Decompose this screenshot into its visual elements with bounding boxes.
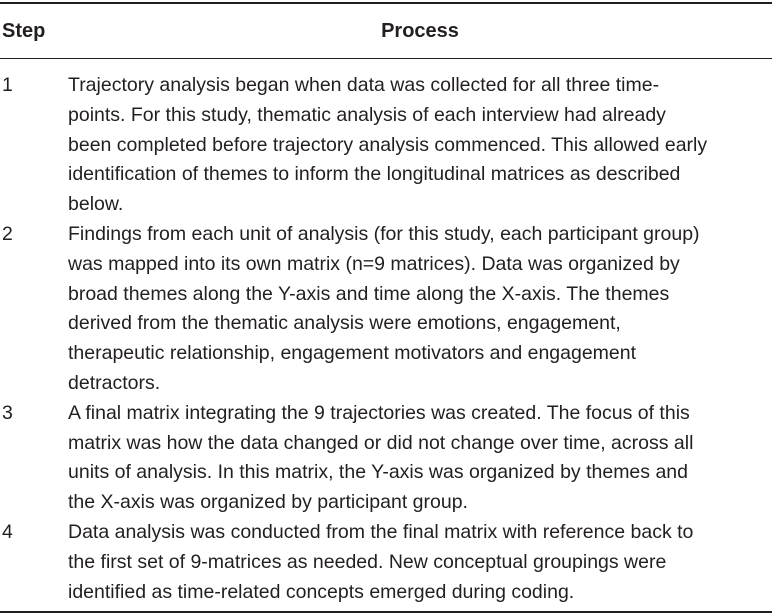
table-header [0, 4, 772, 58]
table-row [0, 399, 772, 518]
table-row [0, 518, 772, 607]
table-row [0, 220, 772, 399]
header-process: Process [381, 19, 459, 42]
header-step: Step [2, 19, 46, 42]
process-text: Data analysis was conducted from the final matrix with reference back to the first set of 9-matrices as needed. New conceptual groupings were identified as time-related concepts emerged during coding. [68, 520, 694, 603]
step-number: 1 [2, 74, 13, 96]
process-text: A final matrix integrating the 9 trajectories was created. The focus of this matrix was how the data changed or did not change over time, across all units of analysis. In this matrix, the Y-axis was organized by themes and the X-axis was organized by participant group. [68, 401, 694, 514]
step-number: 3 [2, 401, 13, 424]
step-number: 4 [2, 520, 13, 543]
process-table [0, 2, 772, 613]
table-body [0, 59, 772, 607]
process-text: Trajectory analysis began when data was collected for all three time- points. For this study, thematic analysis of each interview had already been completed before trajectory analysis commenced. This allowed early identification of themes to inform the longitudinal matrices as described below. [68, 74, 708, 216]
process-text: Findings from each unit of analysis (for this study, each participant group) was mapped into its own matrix (n=9 matrices). Data was organized by broad themes along the Y-axis and time along the X-axis. The themes derived from the thematic analysis were emotions, engagement, therapeutic relationship, engagement motivators and engagement detractors. [68, 222, 700, 394]
table-row [0, 71, 772, 220]
step-number: 2 [2, 222, 13, 245]
